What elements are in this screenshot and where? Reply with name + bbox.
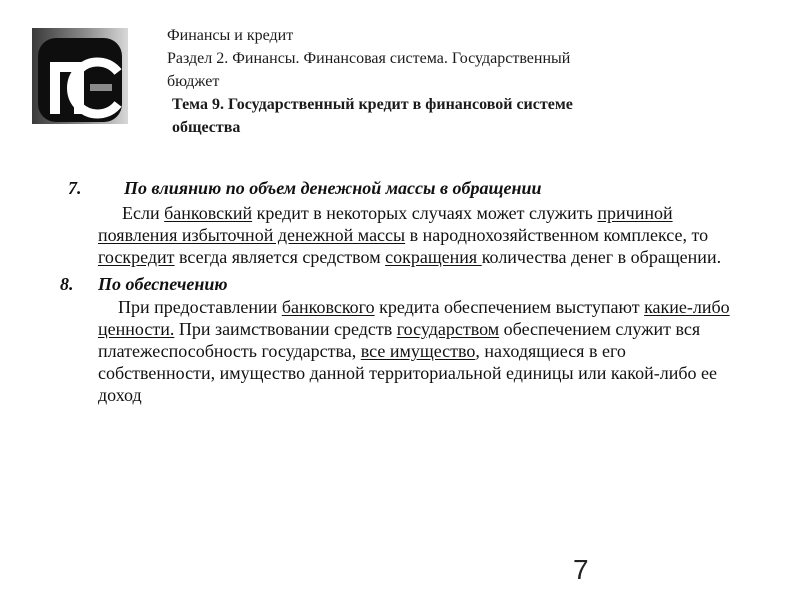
page-number: 7 [573,554,589,585]
section-title-line1: Раздел 2. Финансы. Финансовая система. Государственный [167,50,571,67]
item-7-heading [60,176,760,200]
text-run: , находящиеся в его собственности, имущество данной территориальной единицы или какой-либо ее доход [98,341,717,405]
item-8-paragraph [60,296,738,406]
item-7-number: 7. [68,178,82,198]
slide-body [60,176,760,406]
underlined-term: сокращения [385,247,482,267]
course-title: Финансы и кредит [167,27,294,44]
text-run: Если [122,203,165,223]
text-run: обеспечением служит вся платежеспособность государства, [98,319,701,361]
topic-title [167,93,767,139]
text-run: кредита обеспечением выступают [374,297,645,317]
underlined-term: банковский [164,203,253,223]
topic-title-line1: Тема 9. Государственный кредит в финансовой системе [172,96,573,113]
underlined-term: государством [396,319,500,339]
text-run: При предоставлении [118,297,282,317]
text-run: При заимствовании средств [174,319,397,339]
text-run: в народнохозяйственном комплексе, то [405,225,709,245]
item-7-paragraph [60,202,738,268]
text-run: кредит в некоторых случаях может служить [252,203,598,223]
item-8-heading [60,272,760,296]
underlined-term: банковского [281,297,375,317]
underlined-term: все имущество [360,341,476,361]
underlined-term: какие-либо ценности. [98,297,730,339]
topic-title-line2: общества [172,119,241,136]
item-7-heading-text: По влиянию по объем денежной массы в обращении [124,178,542,198]
item-8-heading-text: По обеспечению [98,274,228,294]
slide-header [167,24,767,139]
section-title-line2: бюджет [167,73,220,90]
pc-logo-icon [32,28,128,124]
item-8-number: 8. [60,274,74,294]
text-run: всегда является средством [174,247,386,267]
underlined-term: причиной появления избыточной денежной массы [98,203,673,245]
text-run: количества денег в обращении. [481,247,722,267]
underlined-term: госкредит [98,247,175,267]
